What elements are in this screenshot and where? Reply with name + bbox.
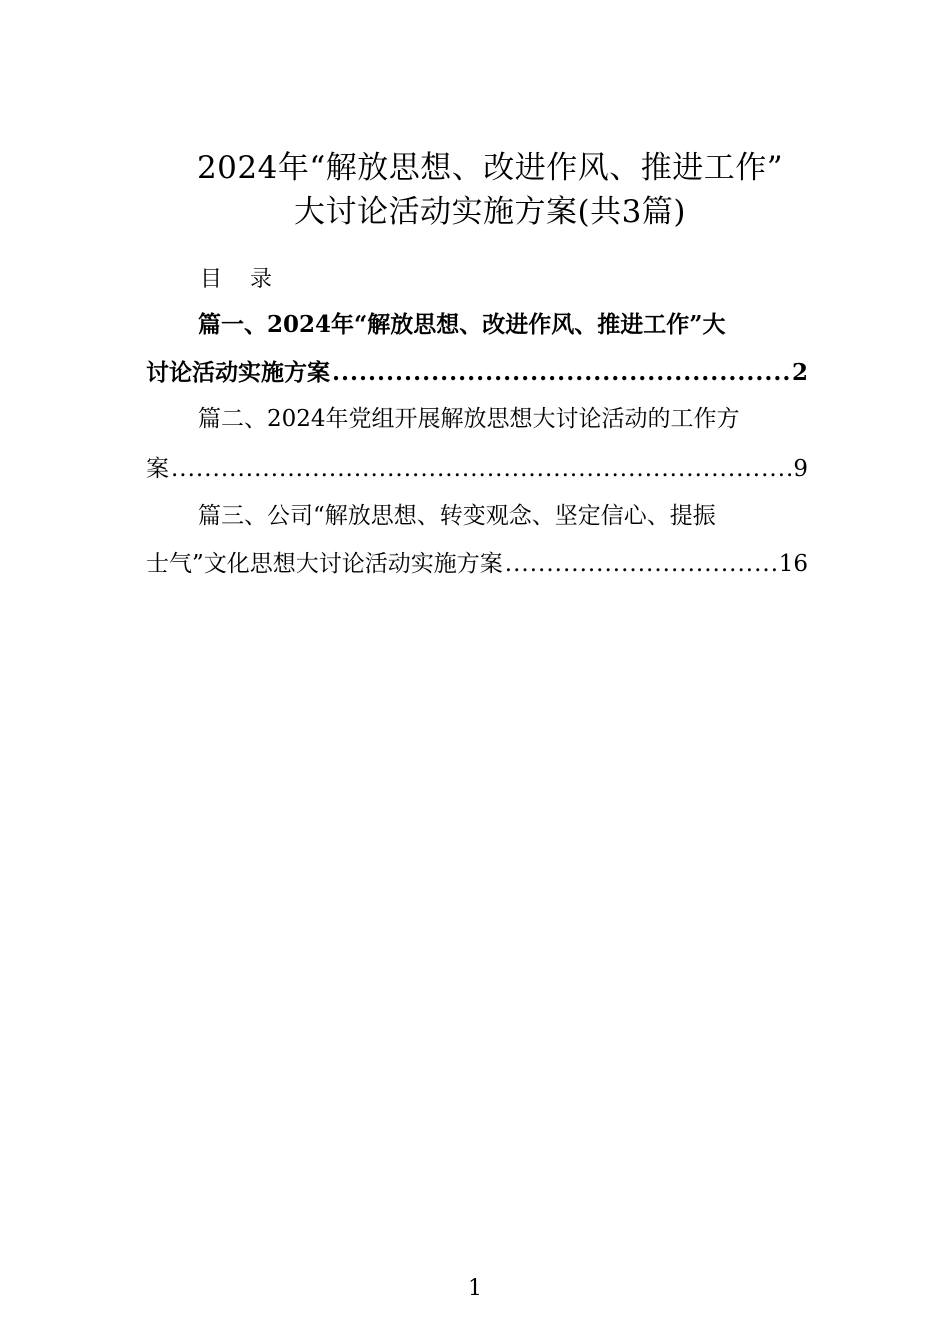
page-number: 1 — [468, 1276, 482, 1301]
toc-entry-1-page: 2 — [791, 359, 808, 386]
document-title-line1: 2024年“解放思想、改进作风、推进工作” — [196, 150, 784, 186]
document-title-line2: 大讨论活动实施方案(共3篇) — [294, 194, 686, 230]
toc-entry-1-text: 讨论活动实施方案 — [146, 359, 330, 386]
toc-entry-3-line2[interactable] — [146, 545, 808, 578]
toc-entry-2-page: 9 — [793, 456, 808, 482]
toc-entry-2-text: 案 — [146, 456, 169, 482]
toc-heading: 目录 — [200, 267, 301, 292]
toc-entry-1-line2[interactable] — [146, 354, 808, 387]
toc-entry-3-line1[interactable]: 篇三、公司“解放思想、转变观念、坚定信心、提振 — [198, 503, 716, 529]
toc-entry-3-page: 16 — [778, 551, 808, 577]
toc-entry-2-line2[interactable] — [146, 450, 808, 483]
toc-entry-2-leader — [171, 456, 791, 482]
toc-entry-1-line1[interactable]: 篇一、2024年“解放思想、改进作风、推进工作”大 — [198, 311, 726, 338]
toc-entry-1-leader — [332, 359, 790, 386]
toc-entry-3-leader — [505, 551, 777, 577]
toc-entry-2-line1[interactable]: 篇二、2024年党组开展解放思想大讨论活动的工作方 — [198, 406, 740, 432]
toc-entry-3-text: 士气”文化思想大讨论活动实施方案 — [146, 551, 503, 577]
